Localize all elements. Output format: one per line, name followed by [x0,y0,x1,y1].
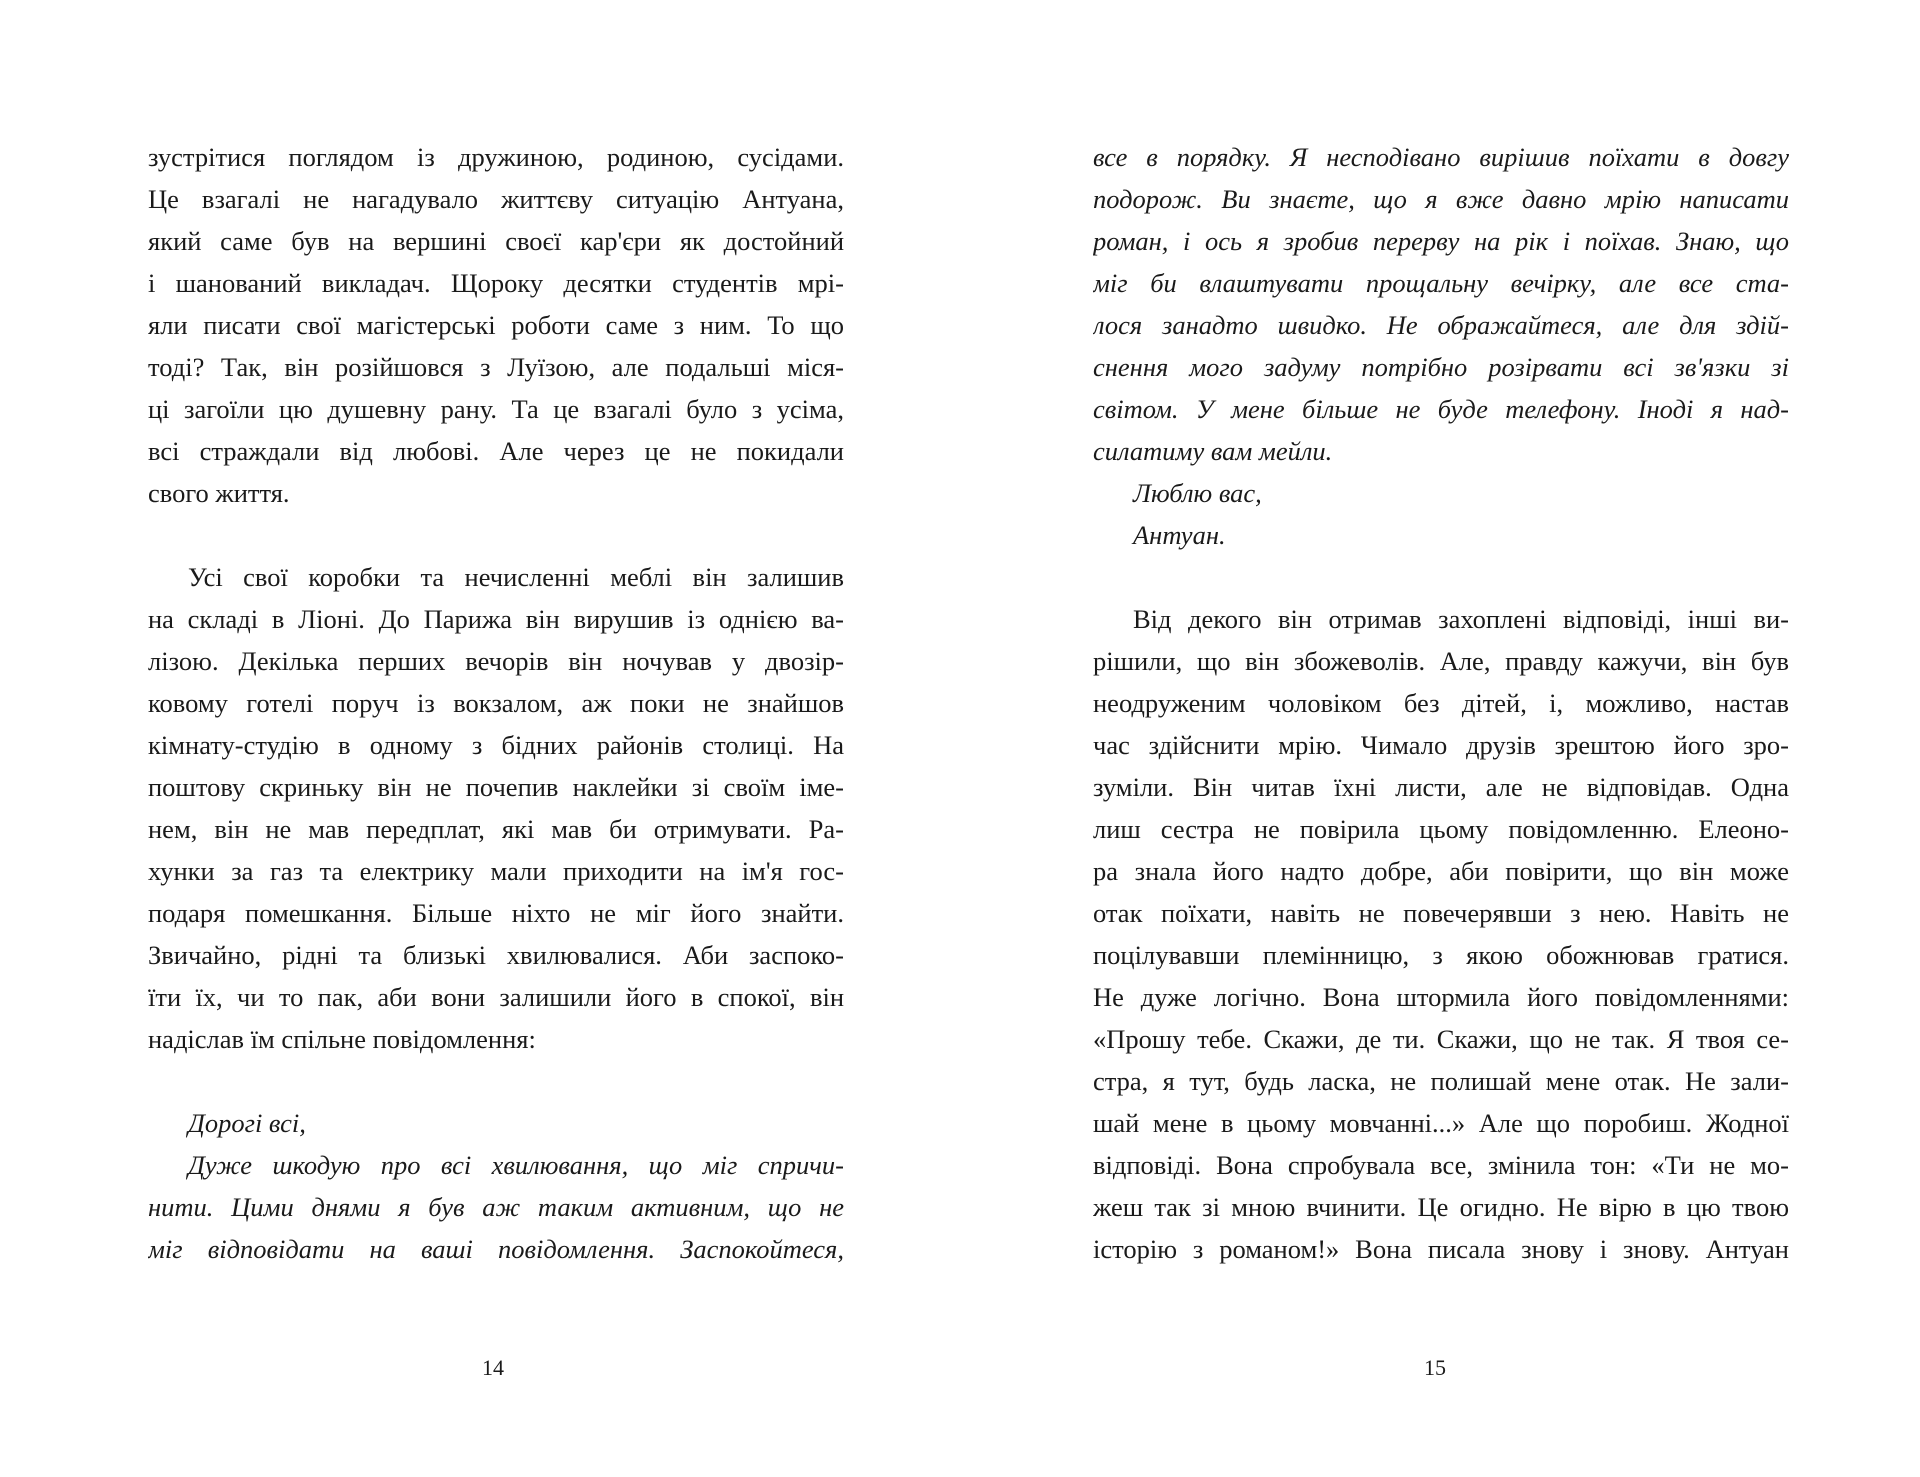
text-line: Це взагалі не нагадувало життєву ситуацію Антуана, [148,184,844,214]
text-line: час здійснити мрію. Чимало друзів зрештою його зро- [1093,730,1789,760]
paragraph [148,136,844,514]
letter-salutation [148,1102,844,1144]
letter-body-continued [1093,136,1789,472]
text-line: яли писати свої магістерські роботи саме з ним. То що [148,310,844,340]
text-line: кімнату-студію в одному з бідних районів столиці. На [148,730,844,760]
text-line: історію з романом!» Вона писала знову і знову. Антуан [1093,1234,1789,1264]
text-line: зуміли. Він читав їхні листи, але не відповідав. Одна [1093,772,1789,802]
text-line: снення мого задуму потрібно розірвати всі зв'язки зі [1093,352,1789,382]
text-line: міг відповідати на ваші повідомлення. Заспокойтеся, [148,1234,844,1264]
text-line: Дуже шкодую про всі хвилювання, що міг спричи- [188,1150,844,1180]
text-line: шай мене в цьому мовчанні...» Але що поробиш. Жодної [1093,1108,1789,1138]
text-line: «Прошу тебе. Скажи, де ти. Скажи, що не так. Я твоя се- [1093,1024,1789,1054]
text-line: і шанований викладач. Щороку десятки студентів мрі- [148,268,844,298]
text-line: тоді? Так, він розійшовся з Луїзою, але подальші міся- [148,352,844,382]
paragraph-gap [1093,556,1789,598]
text-line: хунки за газ та електрику мали приходити на ім'я гос- [148,856,844,886]
paragraph [1093,598,1789,1270]
page-number: 15 [1424,1355,1446,1380]
text-line: рішили, що він збожеволів. Але, правду кажучи, він був [1093,646,1789,676]
text-line: зустрітися поглядом із дружиною, родиною, сусідами. [148,142,844,172]
text-line: Антуан. [1133,520,1226,550]
text-line: Люблю вас, [1133,478,1262,508]
letter-body [148,1144,844,1270]
text-line: подорож. Ви знаєте, що я вже давно мрію написати [1093,184,1789,214]
text-line: світом. У мене більше не буде телефону. Іноді я над- [1093,394,1789,424]
text-line: ці загоїли цю душевну рану. Та це взагалі було з усіма, [148,394,844,424]
text-line: Не дуже логічно. Вона штормила його повідомленнями: [1093,982,1789,1012]
text-line: подаря помешкання. Більше ніхто не міг його знайти. [148,898,844,928]
text-line: лізою. Декілька перших вечорів він ночував у двозір- [148,646,844,676]
text-line: неодруженим чоловіком без дітей, і, можливо, настав [1093,688,1789,718]
text-line: поштову скриньку він не почепив наклейки зі своїм іме- [148,772,844,802]
text-line: свого життя. [148,478,290,508]
text-line: силатиму вам мейли. [1093,436,1333,466]
text-line: Від декого він отримав захоплені відповіді, інші ви- [1133,604,1789,634]
text-line: ковому готелі поруч із вокзалом, аж поки не знайшов [148,688,844,718]
text-line: який саме був на вершині своєї кар'єри як достойний [148,226,844,256]
right-text-column [1093,136,1789,1270]
text-line: ра знала його надто добре, аби повірити, що він може [1093,856,1789,886]
letter-signoff [1093,472,1789,556]
text-line: роман, і ось я зробив перерву на рік і поїхав. Знаю, що [1093,226,1789,256]
paragraph-gap [148,514,844,556]
paragraph-gap [148,1060,844,1102]
text-line: Звичайно, рідні та близькі хвилювалися. Аби заспоко- [148,940,844,970]
text-line: нем, він не мав передплат, які мав би отримувати. Ра- [148,814,844,844]
text-line: міг би влаштувати прощальну вечірку, але все ста- [1093,268,1789,298]
text-line: Дорогі всі, [188,1108,306,1138]
text-line: надіслав їм спільне повідомлення: [148,1024,536,1054]
text-line: Усі свої коробки та нечисленні меблі він залишив [188,562,844,592]
text-line: лиш сестра не повірила цьому повідомленню. Елеоно- [1093,814,1789,844]
text-line: все в порядку. Я несподівано вирішив поїхати в довгу [1093,142,1789,172]
text-line: лося занадто швидко. Не ображайтеся, але для здій- [1093,310,1789,340]
page-number: 14 [482,1355,504,1380]
text-line: стра, я тут, будь ласка, не полишай мене отак. Не зали- [1093,1066,1789,1096]
text-line: їти їх, чи то пак, аби вони залишили його в спокої, він [148,982,844,1012]
text-line: на складі в Ліоні. До Парижа він вирушив із однією ва- [148,604,844,634]
text-line: поцілувавши племінницю, з якою обожнював гратися. [1093,940,1789,970]
text-line: всі страждали від любові. Але через це не покидали [148,436,844,466]
text-line: отак поїхати, навіть не повечерявши з нею. Навіть не [1093,898,1789,928]
paragraph [148,556,844,1060]
text-line: жеш так зі мною вчинити. Це огидно. Не вірю в цю твою [1093,1192,1789,1222]
left-text-column [148,136,844,1270]
right-page [960,0,1920,1477]
text-line: відповіді. Вона спробувала все, змінила тон: «Ти не мо- [1093,1150,1789,1180]
text-line: нити. Цими днями я був аж таким активним, що не [148,1192,844,1222]
